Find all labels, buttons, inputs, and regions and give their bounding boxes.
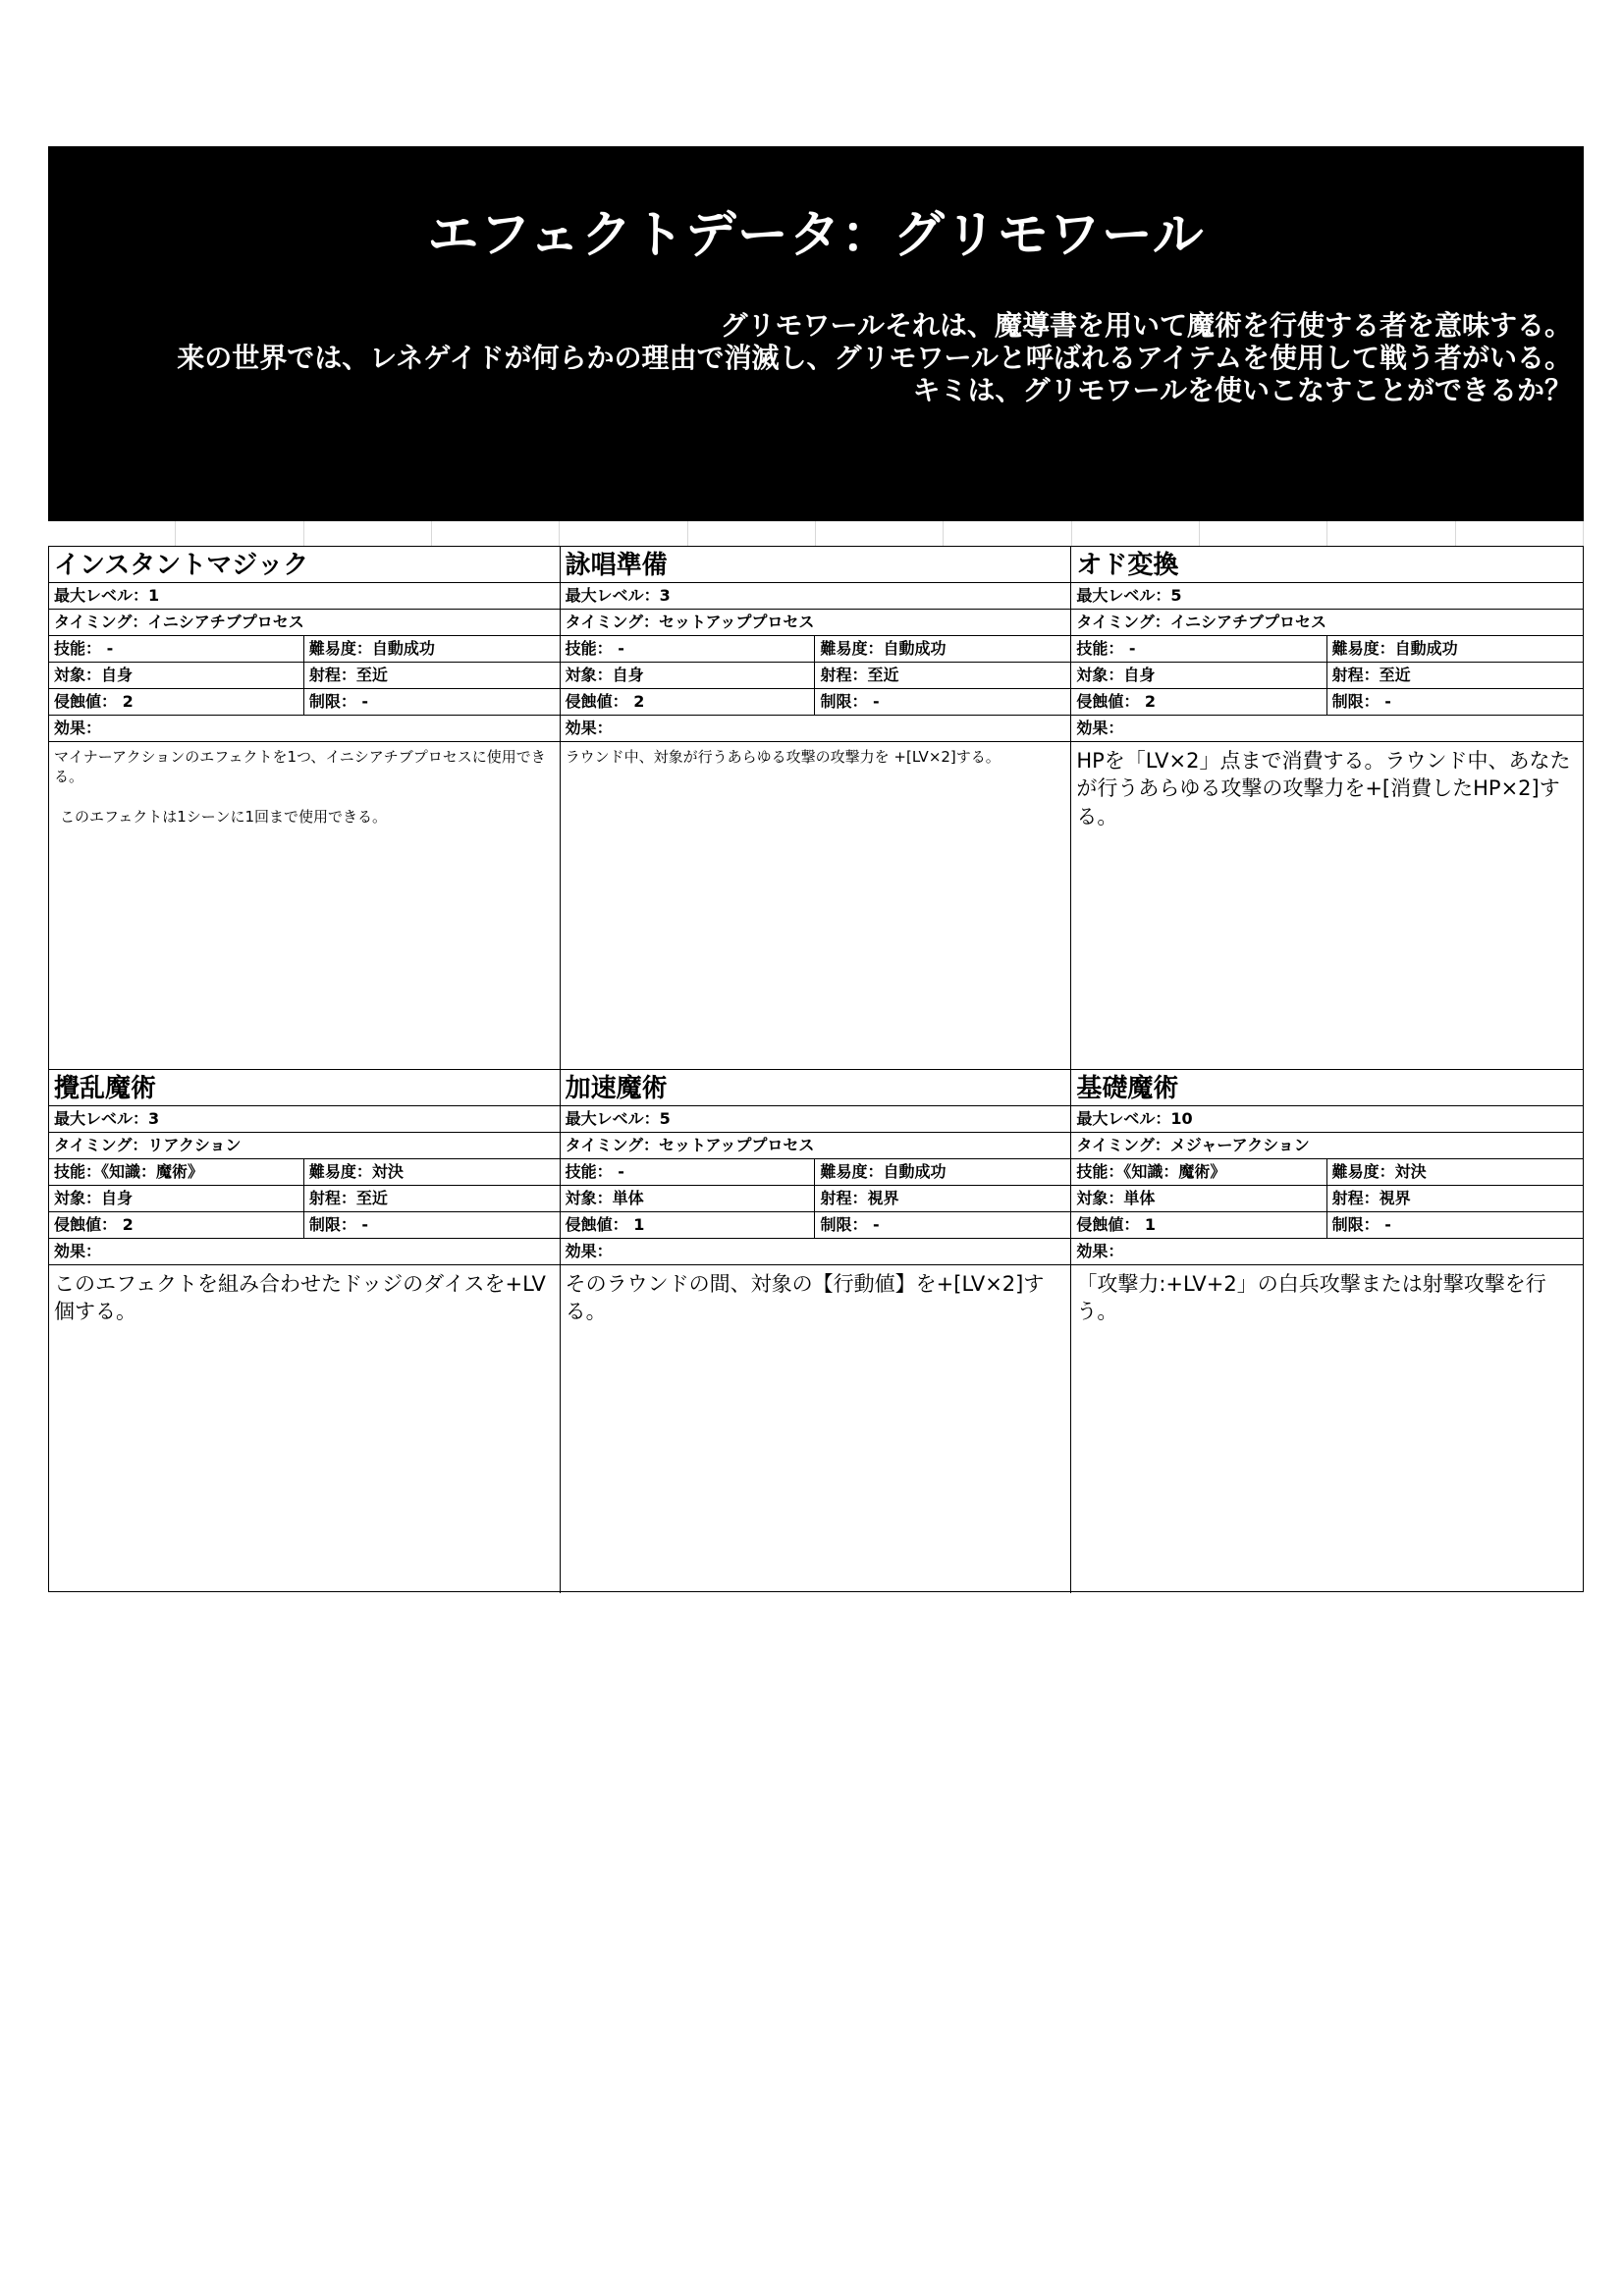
effect-card [1071, 1070, 1583, 1593]
target: 対象：自身 [1071, 663, 1326, 688]
effect-label: 効果： [1076, 719, 1124, 737]
effect-text: 「攻撃力:+LV+2」の白兵攻撃または射撃攻撃を行う。 [1076, 1272, 1546, 1324]
timing: タイミング：メジャーアクション [1076, 1136, 1310, 1154]
effect-text: HPを「LV×2」点まで消費する。ラウンド中、あなたが行うあらゆる攻撃の攻撃力を+[消費したHP×2]する。 [1076, 749, 1571, 828]
timing: タイミング：イニシアチブプロセス [54, 613, 304, 631]
effect-card-grid [48, 546, 1584, 1592]
effect-label: 効果： [565, 719, 613, 737]
erosion: 侵蝕値： 2 [561, 689, 816, 715]
limit: 制限： - [308, 692, 369, 711]
range: 射程：視界 [1331, 1189, 1411, 1207]
erosion: 侵蝕値： 1 [1071, 1212, 1326, 1238]
effect-name: 基礎魔術 [1071, 1070, 1583, 1106]
target: 対象：単体 [1071, 1186, 1326, 1211]
effect-description [1071, 742, 1583, 1069]
intro-text [177, 309, 1572, 406]
target: 対象：自身 [49, 1186, 304, 1211]
difficulty: 難易度：自動成功 [820, 1162, 947, 1181]
skill: 技能：《知識：魔術》 [1071, 1159, 1326, 1185]
max-level: 最大レベル：3 [54, 1109, 160, 1128]
intro-line-2: 来の世界では、レネゲイドが何らかの理由で消滅し、グリモワールと呼ばれるアイテムを使用して戦う者がいる。 [177, 342, 1572, 374]
skill: 技能： - [561, 636, 816, 662]
erosion: 侵蝕値： 2 [1071, 689, 1326, 715]
skill: 技能：《知識：魔術》 [49, 1159, 304, 1185]
range: 射程：至近 [308, 666, 388, 684]
effect-description [1071, 1265, 1583, 1593]
timing: タイミング：セットアッププロセス [565, 613, 815, 631]
max-level: 最大レベル：5 [565, 1109, 671, 1128]
effect-name: 加速魔術 [561, 1070, 1071, 1106]
range: 射程：至近 [820, 666, 899, 684]
intro-line-1: グリモワールそれは、魔導書を用いて魔術を行使する者を意味する。 [720, 309, 1572, 342]
effect-note: このエフェクトは1シーンに1回まで使用できる。 [60, 807, 388, 826]
difficulty: 難易度：対決 [1331, 1162, 1427, 1181]
limit: 制限： - [820, 692, 880, 711]
range: 射程：至近 [308, 1189, 388, 1207]
intro-line-3: キミは、グリモワールを使いこなすことができるか？ [912, 374, 1572, 406]
limit: 制限： - [1331, 1215, 1391, 1234]
skill: 技能： - [561, 1159, 816, 1185]
difficulty: 難易度：対決 [308, 1162, 404, 1181]
effect-card [49, 547, 561, 1070]
limit: 制限： - [308, 1215, 369, 1234]
effect-description [561, 1265, 1071, 1593]
target: 対象：自身 [561, 663, 816, 688]
effect-name: インスタントマジック [49, 547, 560, 583]
max-level: 最大レベル：5 [1076, 586, 1182, 605]
effect-label: 効果： [54, 1242, 102, 1260]
difficulty: 難易度：自動成功 [308, 639, 435, 658]
erosion: 侵蝕値： 2 [49, 1212, 304, 1238]
effect-description [49, 742, 560, 1069]
effect-card [49, 1070, 561, 1593]
erosion: 侵蝕値： 1 [561, 1212, 816, 1238]
effect-card [561, 547, 1072, 1070]
effect-text: マイナーアクションのエフェクトを1つ、イニシアチブプロセスに使用できる。 [54, 748, 546, 786]
effect-name: 攪乱魔術 [49, 1070, 560, 1106]
effect-card [561, 1070, 1072, 1593]
effect-name: 詠唱準備 [561, 547, 1071, 583]
max-level: 最大レベル：3 [565, 586, 671, 605]
target: 対象：自身 [49, 663, 304, 688]
timing: タイミング：セットアッププロセス [565, 1136, 815, 1154]
effect-description [561, 742, 1071, 1069]
effect-text: このエフェクトを組み合わせたドッジのダイスを+LV個する。 [54, 1272, 546, 1324]
effect-description [49, 1265, 560, 1593]
limit: 制限： - [820, 1215, 880, 1234]
skill: 技能： - [49, 636, 304, 662]
effect-name: オド変換 [1071, 547, 1583, 583]
spreadsheet-gridlines [48, 521, 1584, 546]
effect-label: 効果： [565, 1242, 613, 1260]
skill: 技能： - [1071, 636, 1326, 662]
effect-card [1071, 547, 1583, 1070]
range: 射程：至近 [1331, 666, 1411, 684]
difficulty: 難易度：自動成功 [1331, 639, 1458, 658]
max-level: 最大レベル：10 [1076, 1109, 1193, 1128]
limit: 制限： - [1331, 692, 1391, 711]
erosion: 侵蝕値： 2 [49, 689, 304, 715]
target: 対象：単体 [561, 1186, 816, 1211]
max-level: 最大レベル：1 [54, 586, 160, 605]
effect-label: 効果： [54, 719, 102, 737]
effect-label: 効果： [1076, 1242, 1124, 1260]
difficulty: 難易度：自動成功 [820, 639, 947, 658]
effect-text: ラウンド中、対象が行うあらゆる攻撃の攻撃力を +[LV×2]する。 [565, 748, 1001, 766]
timing: タイミング：リアクション [54, 1136, 242, 1154]
effect-text: そのラウンドの間、対象の【行動値】を+[LV×2]する。 [565, 1272, 1045, 1324]
timing: タイミング：イニシアチブプロセス [1076, 613, 1327, 631]
header-banner [48, 146, 1584, 521]
range: 射程：視界 [820, 1189, 899, 1207]
page-title: エフェクトデータ：グリモワール [427, 206, 1205, 265]
